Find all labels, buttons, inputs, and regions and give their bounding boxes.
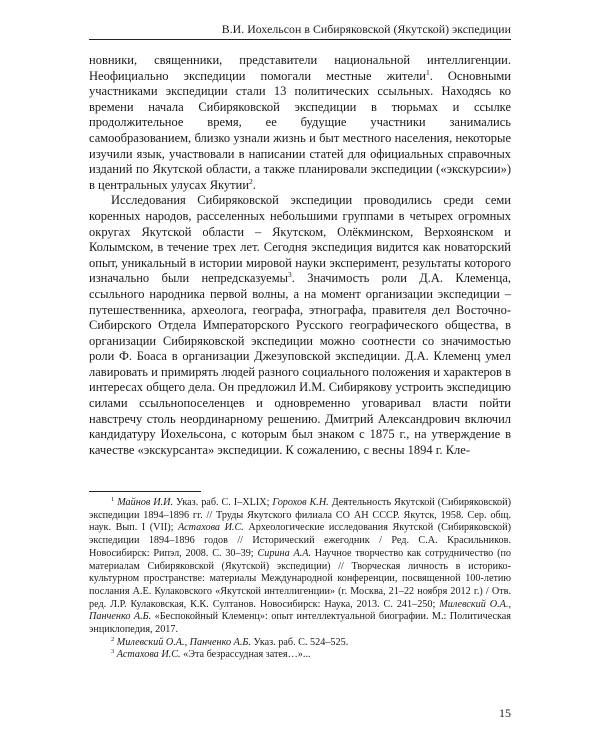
footnote-author: Сирина А.А.: [257, 547, 311, 559]
footnote-number: 3: [111, 648, 115, 656]
paragraph-1-part-b: . Основными участниками экспедиции стали 13 политических ссыльных. Находясь ко времени начала Сибиряковской экспедиции в тюрьмах и ссылке продолжительное время, ее будущие участники занимались самообразованием, близко узнали жизнь и быт местного населения, некоторые изучили язык, участвовали в написании статей для официальных справочных изданий по Якутской области, а также планировали экспедиции («экскурсии») в центральных улусах Якутии: [89, 68, 511, 192]
footnote-text: «Беспокойный Клеменц»: опыт интеллектуальной биографии. М.: Политическая энциклопедия, 2017.: [89, 611, 511, 636]
footnote-ref-1[interactable]: 1: [425, 67, 430, 77]
footnote-text: Научное творчество как сотрудничество (по материалам Сибиряковской (Якутской) экспедиции) // Творческая личность в историко-культурном пространстве: материалы Международной конференции, посвященной 100-летию послания А.Е. Кулаковского «Якутской интеллигенции» (г. Москва, 21–22 ноября 2012 г.) / Отв. ред. Л.Р. Кулаковская, К.К. Султанов. Новосибирск: Наука, 2013. С. 241–250;: [89, 547, 512, 610]
footnote-3: [89, 649, 511, 662]
footnote-2: [89, 637, 511, 650]
header-divider: [89, 39, 511, 40]
paragraph-1-part-c: .: [252, 177, 256, 192]
footnote-author: Милевский О.А., Панченко А.Б.: [116, 636, 251, 648]
footnote-text: «Эта безрассудная затея…»...: [180, 649, 311, 661]
paragraph-1-part-a: новники, священники, представители национальной интеллигенции. Неофициально экспедиции помогали местные жители: [89, 53, 511, 83]
paragraph-2-part-a: Исследования Сибиряковской экспедиции проводились среди семи коренных народов, расселенных небольшими группами в четырех огромных округах Якутской области – Якутском, Олёкминском, Верхоянском и Колымском, в течение трех лет. Сегодня экспедиция видится как новаторский опыт, уникальный в истории мировой науки эксперимент, результаты которого изначально были непредсказуемы: [89, 193, 511, 286]
footnote-text: Археологические исследования Якутской (Сибиряковской) экспедиции 1894–1896 годов // Исторический ежегодник / Ред. С.А. Красильников. Новосибирск: Рипэл, 2008. С. 30–39;: [89, 522, 511, 559]
footnote-author: Астахова И.С.: [178, 522, 244, 534]
paragraph-2: [89, 193, 511, 458]
footnote-author: Астахова И.С.: [116, 649, 181, 661]
paragraph-2-part-b: . Значимость роли Д.А. Клеменца, ссыльного народника первой волны, а на момент организации экспедиции – путешественника, археолога, географа, этнографа, правителя дел Восточно-Сибирского Отдела Императорского Русского географического общества, в организации Сибиряковской экспедиции можно соотнести со значимостью роли Ф. Боаса в организации Джезуповской экспедиции. Д.А. Клеменц умел лавировать и примирять людей разного социального положения и характеров в интересах общего дела. Он предложил И.М. Сибирякову устроить экспедицию силами ссыльнопоселенцев и одновременно уговаривал власти пойти навстречу столь неординарному решению. Дмитрий Александрович включил кандидатуру Иохельсона, с которым был знаком с 1875 г., на утверждение в качестве «экскурсанта» экспедиции. К сожалению, с весны 1894 г. Кле-: [89, 271, 511, 457]
footnote-ref-2[interactable]: 2: [249, 176, 253, 186]
footnote-text: Указ. раб. С. 524–525.: [250, 636, 349, 648]
footnote-number: 2: [111, 635, 115, 643]
main-text: [89, 53, 511, 458]
footnote-text: Указ. раб. С. I–XLIX;: [173, 497, 273, 508]
footnote-1: [89, 497, 511, 637]
footnote-text: Деятельность Якутской (Сибиряковской) экспедиции 1894–1896 гг. // Труды Якутского филиала СО АН СССР. Якутск, 1958. Сер. общ. наук. Вып. I (VII);: [89, 497, 511, 534]
footnotes: [89, 497, 511, 662]
footnote-ref-3[interactable]: 3: [288, 270, 292, 280]
page-number: 15: [499, 706, 511, 720]
running-header: В.И. Иохельсон в Сибиряковской (Якутской) экспедиции: [221, 22, 511, 36]
footnote-author: Майнов И.И.: [117, 497, 174, 508]
footnote-number: 1: [111, 496, 115, 503]
footnote-author: Милевский О.А., Панченко А.Б.: [89, 598, 511, 623]
paragraph-1: [89, 53, 511, 193]
footnote-author: Горохов К.Н.: [272, 497, 329, 508]
footnote-divider: [89, 491, 201, 492]
